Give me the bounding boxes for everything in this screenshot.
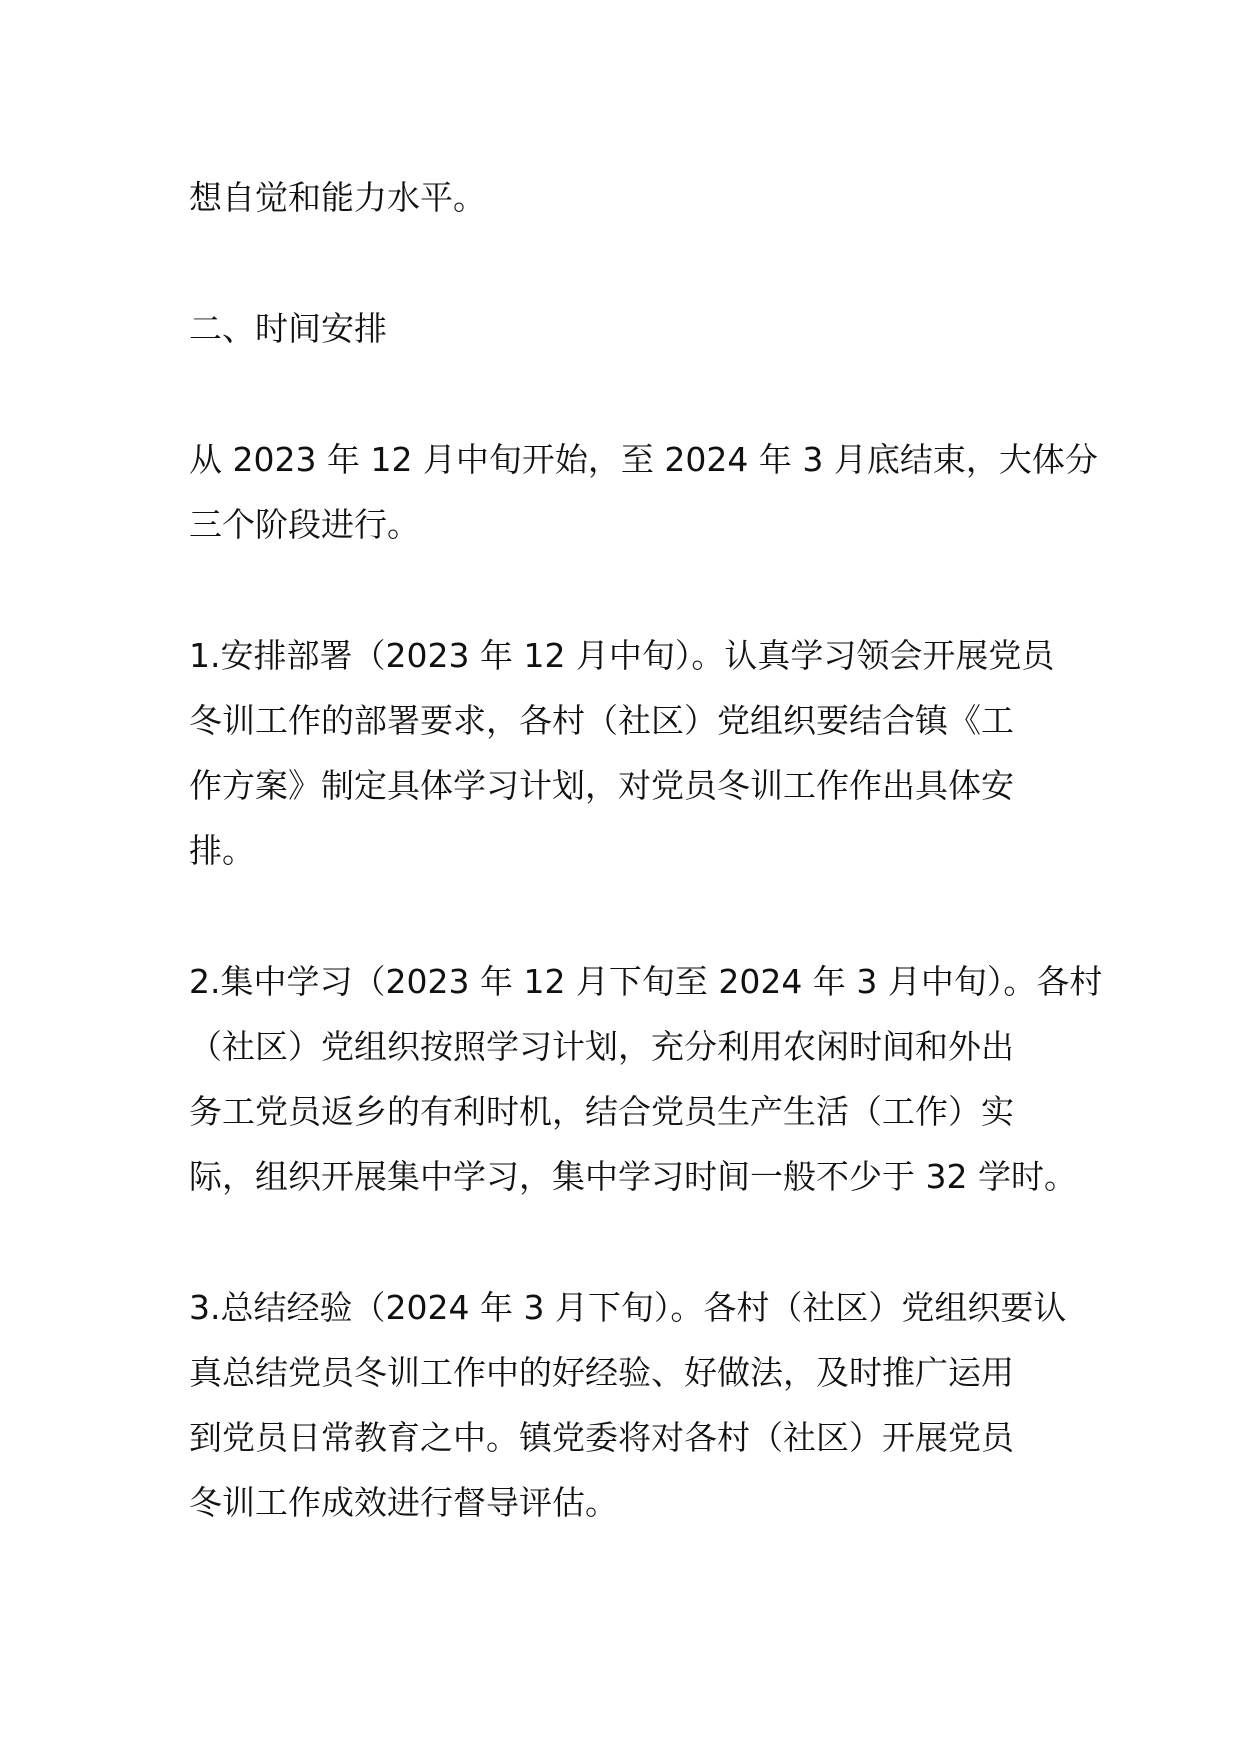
text-line: 际，组织开展集中学习，集中学习时间一般不少于 32 学时。	[189, 1157, 1077, 1196]
text-line: 排。	[189, 831, 255, 870]
section-heading-time-arrangement	[189, 296, 1059, 361]
text-line: 到党员日常教育之中。镇党委将对各村（社区）开展党员	[189, 1418, 1014, 1457]
paragraph-stage-2	[189, 949, 1103, 1209]
paragraph-stage-1	[189, 623, 1059, 883]
text-line: 冬训工作的部署要求，各村（社区）党组织要结合镇《工	[189, 701, 1014, 740]
text-line: 1.安排部署（2023 年 12 月中旬）。认真学习领会开展党员	[189, 636, 1055, 675]
paragraph-overview	[189, 427, 1098, 557]
text-line: 务工党员返乡的有利时机，结合党员生产生活（工作）实	[189, 1092, 1014, 1131]
paragraph-stage-3	[189, 1275, 1067, 1535]
text-line: 3.总结经验（2024 年 3 月下旬）。各村（社区）党组织要认	[189, 1288, 1067, 1327]
text-line: 冬训工作成效进行督导评估。	[189, 1483, 618, 1522]
text-line: 2.集中学习（2023 年 12 月下旬至 2024 年 3 月中旬）。各村	[189, 962, 1103, 1001]
text-line: 三个阶段进行。	[189, 505, 420, 544]
text-line: 真总结党员冬训工作中的好经验、好做法，及时推广运用	[189, 1353, 1014, 1392]
text-line: （社区）党组织按照学习计划，充分利用农闲时间和外出	[189, 1027, 1014, 1066]
document-body	[189, 165, 1103, 1535]
text-line: 作方案》制定具体学习计划，对党员冬训工作作出具体安	[189, 766, 1014, 805]
heading-text: 二、时间安排	[189, 309, 387, 348]
text-line: 想自觉和能力水平。	[189, 178, 486, 217]
paragraph-intro-continuation	[189, 165, 1059, 230]
text-line: 从 2023 年 12 月中旬开始，至 2024 年 3 月底结束，大体分	[189, 440, 1098, 479]
